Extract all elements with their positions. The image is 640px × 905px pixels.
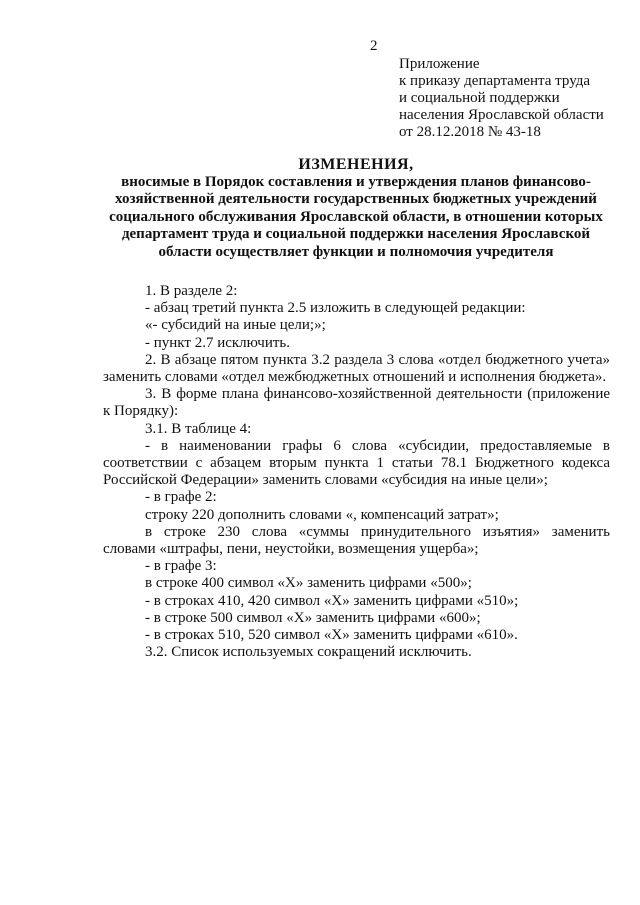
appendix-header	[399, 56, 629, 141]
paragraph: 3.2. Список используемых сокращений исключить.	[145, 644, 472, 661]
paragraph: 3. В форме плана финансово-хозяйственной деятельности (приложение к Порядку):	[103, 386, 610, 420]
paragraph: 3.1. В таблице 4:	[145, 420, 252, 437]
page-number: 2	[370, 38, 378, 54]
paragraph: - в строке 500 символ «Х» заменить цифрами «600»;	[145, 609, 481, 626]
paragraph: - в строках 510, 520 символ «Х» заменить цифрами «610».	[145, 627, 518, 644]
paragraph: 2. В абзаце пятом пункта 3.2 раздела 3 слова «отдел бюджетного учета» заменить словами «отдел межбюджетных отношений и исполнения бюджета».	[103, 351, 610, 386]
paragraph: в строке 400 символ «Х» заменить цифрами «500»;	[145, 575, 472, 592]
title-subheading: вносимые в Порядок составления и утверждения планов финансово-хозяйственной деятельности государственных бюджетных учреждений социального обслуживания Ярославской области, в отношении которых департамент труда и социальной поддержки населения Ярославской области осуществляет функции и полномочия учредителя	[109, 173, 603, 260]
appendix-line: и социальной поддержки	[399, 90, 560, 106]
paragraph: - в графе 2:	[145, 489, 217, 506]
document-body	[103, 283, 610, 661]
paragraph: - в наименовании графы 6 слова «субсидии, предоставляемые в соответствии с абзацем вторым пункта 1 статьи 78.1 Бюджетного кодекса Российской Федерации» заменить словами «субсидия на иные цели»;	[103, 437, 610, 489]
paragraph: в строке 230 слова «суммы принудительного изъятия» заменить словами «штрафы, пени, неустойки, возмещения ущерба»;	[103, 523, 610, 558]
paragraph: - в строках 410, 420 символ «Х» заменить цифрами «510»;	[145, 592, 519, 609]
appendix-line: от 28.12.2018 № 43-18	[399, 124, 541, 140]
paragraph: 1. В разделе 2:	[145, 283, 238, 299]
title-heading: ИЗМЕНЕНИЯ,	[298, 156, 414, 173]
appendix-line: Приложение	[399, 56, 480, 72]
appendix-line: населения Ярославской области	[399, 107, 604, 123]
paragraph: - абзац третий пункта 2.5 изложить в следующей редакции:	[145, 300, 526, 317]
document-title	[96, 156, 616, 261]
appendix-line: к приказу департамента труда	[399, 73, 591, 89]
paragraph: «- субсидий на иные цели;»;	[145, 317, 326, 334]
paragraph: строку 220 дополнить словами «, компенсаций затрат»;	[145, 506, 499, 523]
paragraph: - пункт 2.7 исключить.	[145, 334, 291, 351]
paragraph: - в графе 3:	[145, 558, 217, 575]
